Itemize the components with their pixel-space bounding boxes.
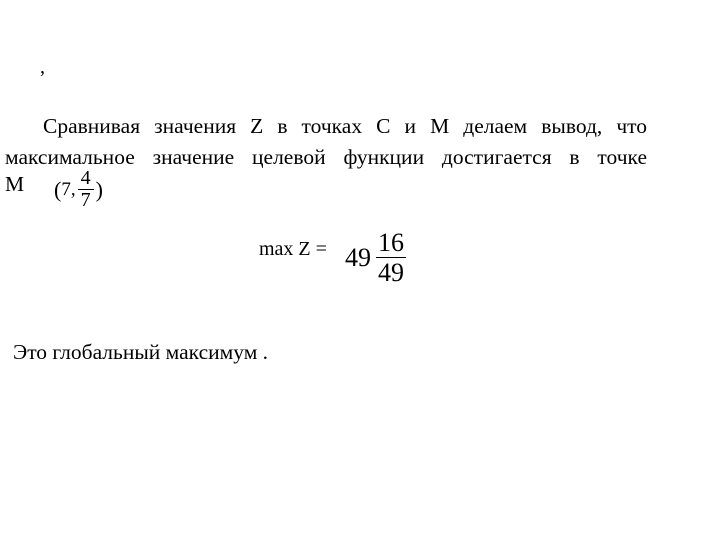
max-z-label: max Z = (259, 238, 327, 260)
max-z-numerator: 16 (378, 228, 404, 257)
point-y-denominator: 7 (80, 189, 91, 211)
max-z-fraction (376, 228, 406, 287)
point-x: 7 (61, 178, 71, 200)
paragraph-line-1: Сравнивая значения Z в точках C и M делаем вывод, что (43, 114, 647, 138)
paragraph-line-3: M (5, 172, 25, 196)
max-z-value (345, 228, 408, 287)
paragraph-line-2: максимальное значение целевой функции достигается в точке (5, 145, 647, 169)
point-open-paren: ( (54, 176, 62, 202)
max-z-denominator: 49 (378, 258, 404, 287)
optimal-point (54, 168, 103, 211)
point-separator: , (70, 178, 76, 200)
max-z-whole: 49 (345, 242, 371, 272)
stray-comma: , (40, 56, 45, 78)
point-y-fraction (78, 168, 94, 211)
conclusion-text: Это глобальный максимум . (13, 340, 269, 364)
point-close-paren: ) (95, 176, 103, 202)
point-y-numerator: 4 (80, 167, 91, 189)
